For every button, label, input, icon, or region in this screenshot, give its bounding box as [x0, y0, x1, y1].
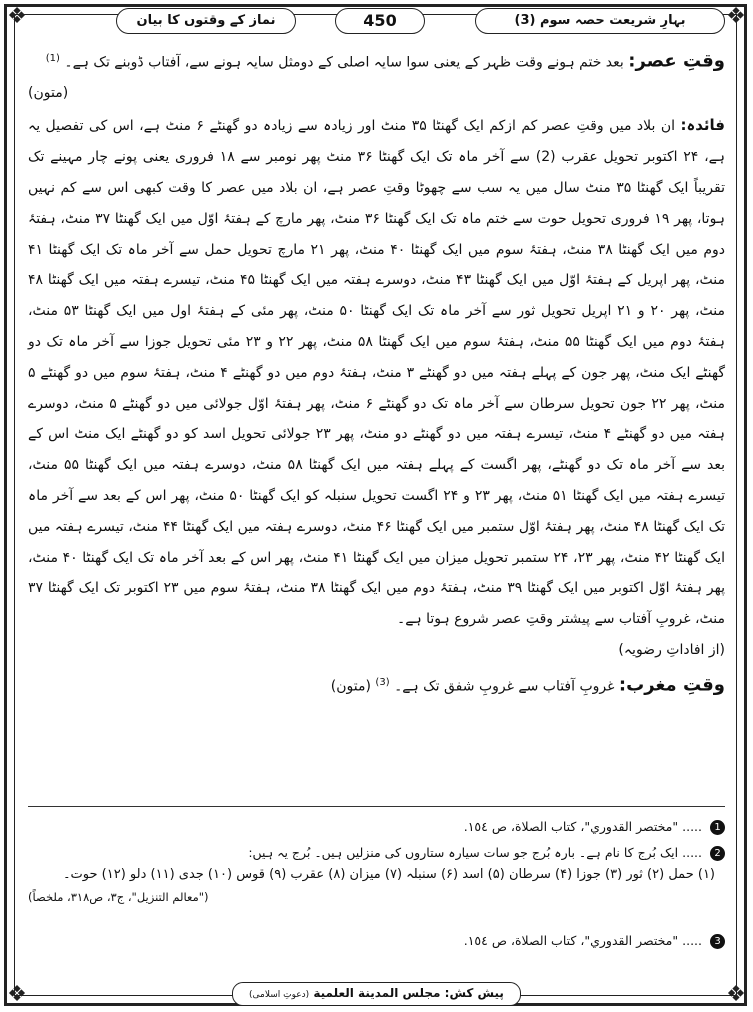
publisher-box — [232, 982, 521, 1006]
footnote-number: 1 — [710, 820, 725, 835]
footnote-text: ایک بُرج کا نام ہے۔ بارہ بُرج جو سات سیارہ ستاروں کی منزلیں ہیں۔ بُرج یہ ہیں: — [248, 845, 679, 860]
footnote-2: 2..... ایک بُرج کا نام ہے۔ بارہ بُرج جو سات سیارہ ستاروں کی منزلیں ہیں۔ بُرج یہ ہیں: (۱) حمل (۲) ثور (۳) جوزا (۴) سرطان (۵) اسد (۶) سنبلہ (۷) میزان (۸) عقرب (۹) قوس (۱۰) جدی (۱۱) دلو (۱۲) حوت۔ ("معالم التنزيل"، ج٣، ص٣١٨، ملخصاً) — [28, 842, 725, 908]
asr-matn: (متون) — [28, 85, 69, 102]
footnote-source: ("معالم التنزيل"، ج٣، ص٣١٨، ملخصاً) — [28, 890, 209, 904]
faida-text: ان بلاد میں وقتِ عصر کم ازکم ایک گھنٹا ۳۵ منٹ اور زیادہ سے زیادہ دو گھنٹے ۶ منٹ ہے، اس کی تفصیل یہ ہے، ۲۴ اکتوبر تحویل عقرب (2) سے آخر ماہ تک ایک گھنٹا ۳۶ منٹ پھر نومبر سے ۱۸ فروری یعنی پونے چار مہینے تک تقریباً ایک گھنٹا ۳۵ منٹ سال میں یہ سب سے چھوٹا وقتِ عصر ہے، ان بلاد میں عصر کا وقت کبھی اس سے کم نہیں ہوتا، پھر ۱۹ فروری تحویل حوت سے ختم ماہ تک ایک گھنٹا ۳۶ منٹ، پھر مارچ کے ہفتۂ اوّل میں ایک گھنٹا ۳۷ منٹ، ہفتۂ دوم میں ایک گھنٹا ۳۸ منٹ، ہفتۂ سوم میں ایک گھنٹا ۴۰ منٹ، پھر ۲۱ مارچ تحویل حمل سے آخر ماہ تک ایک گھنٹا ۴۱ منٹ، پھر اپریل کے ہفتۂ اوّل میں ایک گھنٹا ۴۳ منٹ، دوسرے ہفتہ میں ایک گھنٹا ۴۵ منٹ، تیسرے ہفتہ میں ایک گھنٹا ۴۸ منٹ، پھر ۲۰ و ۲۱ اپریل تحویل ثور سے آخر ماہ تک ایک گھنٹا ۵۰ منٹ، پھر مئی کے ہفتۂ اول میں ایک گھنٹا ۵۳ منٹ، ہفتۂ دوم میں ایک گھنٹا ۵۵ منٹ، ہفتۂ سوم میں ایک گھنٹا ۵۸ منٹ، پھر ۲۲ و ۲۳ مئی تحویل جوزا سے آخر ماہ تک دو گھنٹے ایک منٹ، پھر جون کے پہلے ہفتہ میں دو گھنٹے ۳ منٹ، ہفتۂ دوم میں دو گھنٹے ۴ منٹ، ہفتۂ سوم میں دو گھنٹے ۵ منٹ، پھر ۲۲ جون تحویل سرطان سے آخر ماہ تک دو گھنٹے ۶ منٹ، پھر ہفتۂ اوّل جولائی میں دو گھنٹے ۵ منٹ، دوسرے ہفتہ میں دو گھنٹے ۴ منٹ، تیسرے ہفتہ میں دو گھنٹے دو منٹ، پھر ۲۳ جولائی تحویل اسد کو دو گھنٹے ایک منٹ اس کے بعد سے آخر ماہ تک دو گھنٹے، پھر اگست کے پہلے ہفتہ میں ایک گھنٹا ۵۸ منٹ، دوسرے ہفتہ میں ایک گھنٹا ۵۵ منٹ، تیسرے ہفتہ میں ایک گھنٹا ۵۱ منٹ، پھر ۲۳ و ۲۴ اگست تحویل سنبلہ کو ایک گھنٹا ۵۰ منٹ، پھر اس کے بعد سے آخر ماہ تک ایک گھنٹا ۴۸ منٹ، پھر ہفتۂ اوّل ستمبر میں ایک گھنٹا ۴۶ منٹ، دوسرے ہفتہ میں ایک گھنٹا ۴۴ منٹ، تیسرے ہفتہ میں ایک گھنٹا ۴۲ منٹ، پھر ۲۳، ۲۴ ستمبر تحویل میزان میں ایک گھنٹا ۴۱ منٹ، پھر اس کے بعد آخر ماہ تک ایک گھنٹا ۴۰ منٹ، پھر ہفتۂ اوّل اکتوبر میں ایک گھنٹا ۳۹ منٹ، ہفتۂ دوم میں ایک گھنٹا ۳۸ منٹ، ہفتۂ سوم میں ۲۳ اکتوبر تک ایک گھنٹا ۳۷ منٹ، غروبِ آفتاب سے پیشتر وقتِ عصر شروع ہوتا ہے۔ — [28, 118, 726, 628]
asr-ref: (1) — [45, 53, 60, 64]
footnote-number: 2 — [710, 846, 725, 861]
corner-ornament-icon: ❖ — [726, 982, 746, 1007]
maghrib-text: غروبِ آفتاب سے غروبِ شفق تک ہے۔ — [394, 678, 615, 695]
corner-ornament-icon: ❖ — [726, 4, 746, 29]
maghrib-paragraph — [28, 668, 725, 702]
corner-ornament-icon: ❖ — [7, 982, 27, 1007]
faida-source: (از افاداتِ رضویہ) — [618, 642, 725, 658]
chapter-title: نماز کے وقتوں کا بیان — [116, 8, 296, 34]
faida-heading: فائدہ: — [680, 116, 725, 135]
footnote-number: 3 — [710, 934, 725, 949]
asr-paragraph — [28, 44, 725, 78]
corner-ornament-icon: ❖ — [7, 4, 27, 29]
asr-heading: وقتِ عصر: — [628, 50, 725, 72]
book-title: بہارِ شریعت حصہ سوم (3) — [475, 8, 725, 34]
footnote-3: 3..... "مختصر القدوري"، كتاب الصلاة، ص ١٥٤. — [28, 930, 725, 952]
footnote-text: "مختصر القدوري"، كتاب الصلاة، ص ١٥٤. — [463, 933, 679, 948]
publisher-name: مجلس المدينة العلمية — [313, 986, 441, 1000]
faida-paragraph — [28, 110, 725, 635]
maghrib-ref: (3) — [375, 676, 390, 688]
footnote-1: 1..... "مختصر القدوري"، كتاب الصلاة، ص ١٥٤. — [28, 816, 725, 838]
page-number: 450 — [335, 8, 425, 34]
footnote-burj-list: (۱) حمل (۲) ثور (۳) جوزا (۴) سرطان (۵) اسد (۶) سنبلہ (۷) میزان (۸) عقرب (۹) قوس (۱۰) جدی (۱۱) دلو (۱۲) حوت۔ — [62, 867, 715, 882]
footer-label: پیش کش: — [444, 986, 504, 1000]
page-body — [28, 44, 725, 944]
maghrib-matn: (متون) — [330, 678, 371, 695]
asr-text: بعد ختم ہونے وقت ظہر کے یعنی سوا سایہ اصلی کے دومثل سایہ ہونے سے، آفتاب ڈوبنے تک ہے۔ — [64, 54, 624, 71]
page-footer — [20, 982, 733, 1006]
footnote-divider — [28, 806, 725, 807]
page-header — [20, 6, 733, 36]
maghrib-heading: وقتِ مغرب: — [618, 674, 725, 696]
footnote-text: "مختصر القدوري"، كتاب الصلاة، ص ١٥٤. — [463, 819, 679, 834]
publisher-sub: (دعوتِ اسلامی) — [249, 990, 310, 1000]
